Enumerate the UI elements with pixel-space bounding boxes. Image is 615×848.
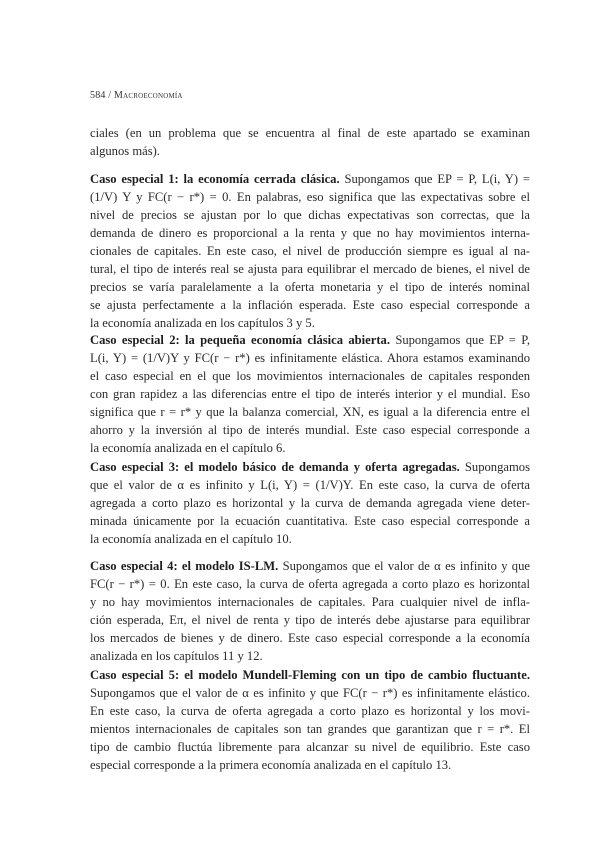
text-line: cionales de capitales. En este caso, el nivel de producción siempre es igual al na-	[90, 244, 530, 258]
text-line: Supongamos que el valor de α es infinito y que FC(r − r*) es infinitamente elástico.	[90, 686, 530, 700]
paragraph-caso-especial-1	[90, 170, 530, 332]
text-line: el caso especial en el que los movimientos internacionales de capitales responden	[90, 369, 530, 383]
paragraph-caso-especial-4	[90, 557, 530, 665]
text-line: tipo de cambio fluctúa libremente para alcanzar su nivel de equilibrio. Este caso	[90, 740, 530, 754]
text-line: minada únicamente por la ecuación cuantitativa. Este caso especial corresponde a	[90, 514, 530, 528]
text-line: analizada en los capítulos 11 y 12.	[90, 649, 263, 663]
text-line: que el valor de α es infinito y L(i, Y) = (1/V)Y. En este caso, la curva de oferta	[90, 478, 530, 492]
paragraph-caso-especial-5	[90, 666, 530, 774]
case-title: Caso especial 3: el modelo básico de demanda y oferta agregadas.	[90, 460, 460, 474]
paragraph-caso-especial-3	[90, 458, 530, 548]
text-line: En este caso, la curva de oferta agregada a corto plazo es horizontal y los movi-	[90, 704, 530, 718]
case-title: Caso especial 5: el modelo Mundell-Fleming con un tipo de cambio fluctuante.	[90, 668, 530, 682]
text-line: significa que r = r* y que la balanza comercial, XN, es igual a la diferencia entre el	[90, 405, 530, 419]
text-line: demanda de dinero es proporcional a la renta y que no hay movimientos interna-	[90, 226, 530, 240]
text-line: (1/V) Y y FC(r − r*) = 0. En palabras, eso significa que las expectativas sobre el	[90, 190, 530, 204]
text-line: L(i, Y) = (1/V)Y y FC(r − r*) es infinitamente elástica. Ahora estamos examinando	[90, 351, 530, 365]
running-head	[90, 90, 183, 101]
text-line: algunos más).	[90, 144, 160, 158]
running-head-separator: /	[105, 90, 114, 101]
text-line: especial corresponde a la primera economía analizada en el capítulo 13.	[90, 758, 452, 772]
paragraph-intro-continuation	[90, 124, 530, 160]
text-line: Caso especial 1: la economía cerrada clásica. Supongamos que EP = P, L(i, Y) =	[90, 172, 530, 186]
text-line: la economía analizada en el capítulo 6.	[90, 441, 286, 455]
text-line: precios se varía paralelamente a la oferta monetaria y el tipo de interés nominal	[90, 280, 530, 294]
text-line	[90, 666, 530, 684]
text-line: Caso especial 3: el modelo básico de demanda y oferta agregadas. Supongamos	[90, 460, 530, 474]
text-line: nivel de precios se ajustan por lo que dichas expectativas son correctas, que la	[90, 208, 530, 222]
paragraph-caso-especial-2	[90, 331, 530, 457]
text-line: la economía analizada en los capítulos 3 y 5.	[90, 316, 315, 330]
text-line: tural, el tipo de interés real se ajusta para equilibrar el mercado de bienes, el nivel de	[90, 262, 530, 276]
case-title: Caso especial 4: el modelo IS-LM.	[90, 559, 279, 573]
text-line: ahorro y la inversión al tipo de interés mundial. Este caso especial corresponde a	[90, 423, 530, 437]
book-title: Macroeconomía	[114, 90, 183, 101]
text-line: Caso especial 2: la pequeña economía clásica abierta. Supongamos que EP = P,	[90, 333, 530, 347]
case-title: Caso especial 1: la economía cerrada clásica.	[90, 172, 340, 186]
text-line: FC(r − r*) = 0. En este caso, la curva de oferta agregada a corto plazo es horizontal	[90, 577, 530, 591]
text-line: mientos internacionales de capitales son tan grandes que garantizan que r = r*. El	[90, 722, 530, 736]
text-line: se ajusta perfectamente a la inflación esperada. Este caso especial corresponde a	[90, 298, 530, 312]
text-line: la economía analizada en el capítulo 10.	[90, 532, 292, 546]
text-line: los mercados de bienes y de dinero. Este caso especial corresponde a la economía	[90, 631, 530, 645]
text-line: ción esperada, Eπ, el nivel de renta y tipo de interés debe ajustarse para equilibrar	[90, 613, 530, 627]
case-title: Caso especial 2: la pequeña economía clásica abierta.	[90, 333, 390, 347]
text-line: Caso especial 4: el modelo IS-LM. Supongamos que el valor de α es infinito y que	[90, 559, 530, 573]
text-line: con gran rapidez a las diferencias entre el tipo de interés interior y el mundial. Eso	[90, 387, 530, 401]
text-line: y no hay movimientos internacionales de capitales. Para cualquier nivel de infla-	[90, 595, 530, 609]
page-number: 584	[90, 90, 106, 101]
text-line: ciales (en un problema que se encuentra al final de este apartado se examinan	[90, 126, 530, 140]
text-line: agregada a corto plazo es horizontal y la curva de demanda agregada viene deter-	[90, 496, 530, 510]
